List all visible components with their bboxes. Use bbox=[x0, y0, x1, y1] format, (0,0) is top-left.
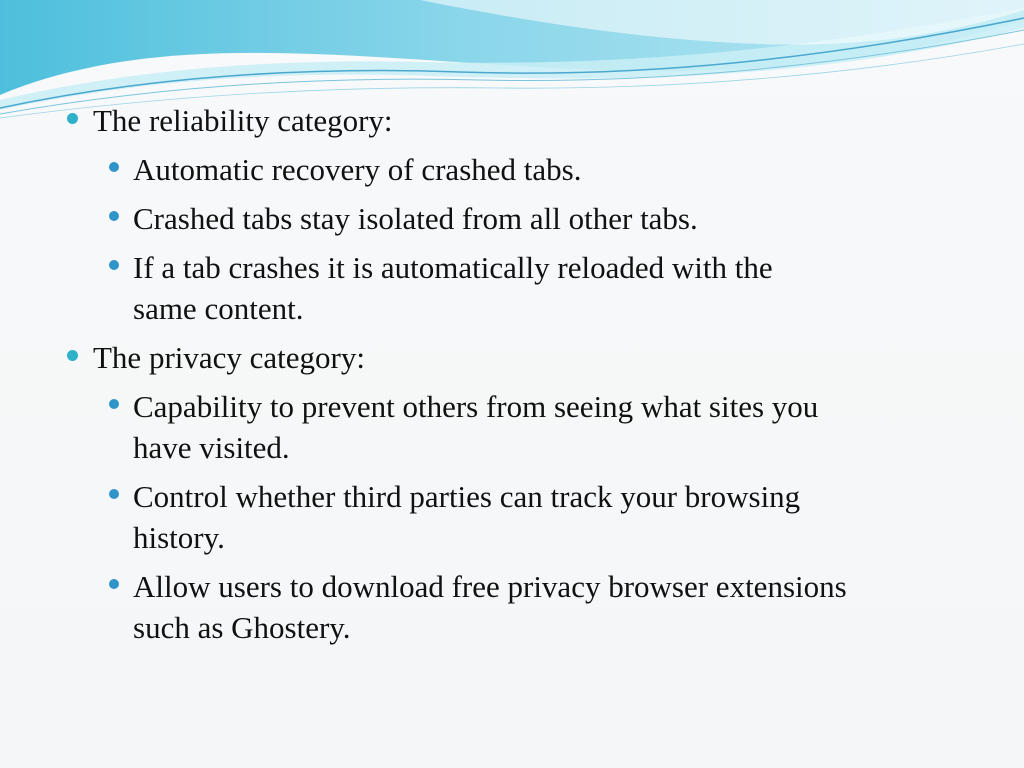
bullet-dot-icon bbox=[109, 579, 119, 589]
bullet-third-party-tracking bbox=[133, 476, 800, 558]
bullet-dot-icon bbox=[67, 113, 78, 124]
bullet-line: Crashed tabs stay isolated from all other tabs. bbox=[133, 201, 698, 236]
section-heading: The privacy category: bbox=[93, 340, 365, 375]
bullet-privacy-category bbox=[93, 337, 365, 378]
bullet-dot-icon bbox=[109, 399, 119, 409]
bullet-line: Control whether third parties can track your browsing bbox=[133, 479, 801, 514]
section-heading: The reliability category: bbox=[93, 103, 393, 138]
bullet-crashed-tabs-isolated bbox=[133, 198, 698, 239]
bullet-line: such as Ghostery. bbox=[133, 610, 351, 645]
bullet-reliability-category bbox=[93, 100, 393, 141]
bullet-prevent-others-seeing bbox=[133, 386, 818, 468]
bullet-line: have visited. bbox=[133, 430, 290, 465]
bullet-line: Automatic recovery of crashed tabs. bbox=[133, 152, 582, 187]
bullet-dot-icon bbox=[109, 489, 119, 499]
bullet-tab-reload bbox=[133, 247, 773, 329]
bullet-dot-icon bbox=[109, 260, 119, 270]
bullet-line: Capability to prevent others from seeing what sites you bbox=[133, 389, 819, 424]
bullet-line: Allow users to download free privacy browser extensions bbox=[133, 569, 847, 604]
bullet-line: history. bbox=[133, 520, 225, 555]
bullet-line: same content. bbox=[133, 291, 304, 326]
bullet-dot-icon bbox=[109, 162, 119, 172]
bullet-automatic-recovery bbox=[133, 149, 581, 190]
bullet-privacy-extensions bbox=[133, 566, 847, 648]
bullet-line: If a tab crashes it is automatically reloaded with the bbox=[133, 250, 773, 285]
bullet-dot-icon bbox=[67, 350, 78, 361]
bullet-dot-icon bbox=[109, 211, 119, 221]
